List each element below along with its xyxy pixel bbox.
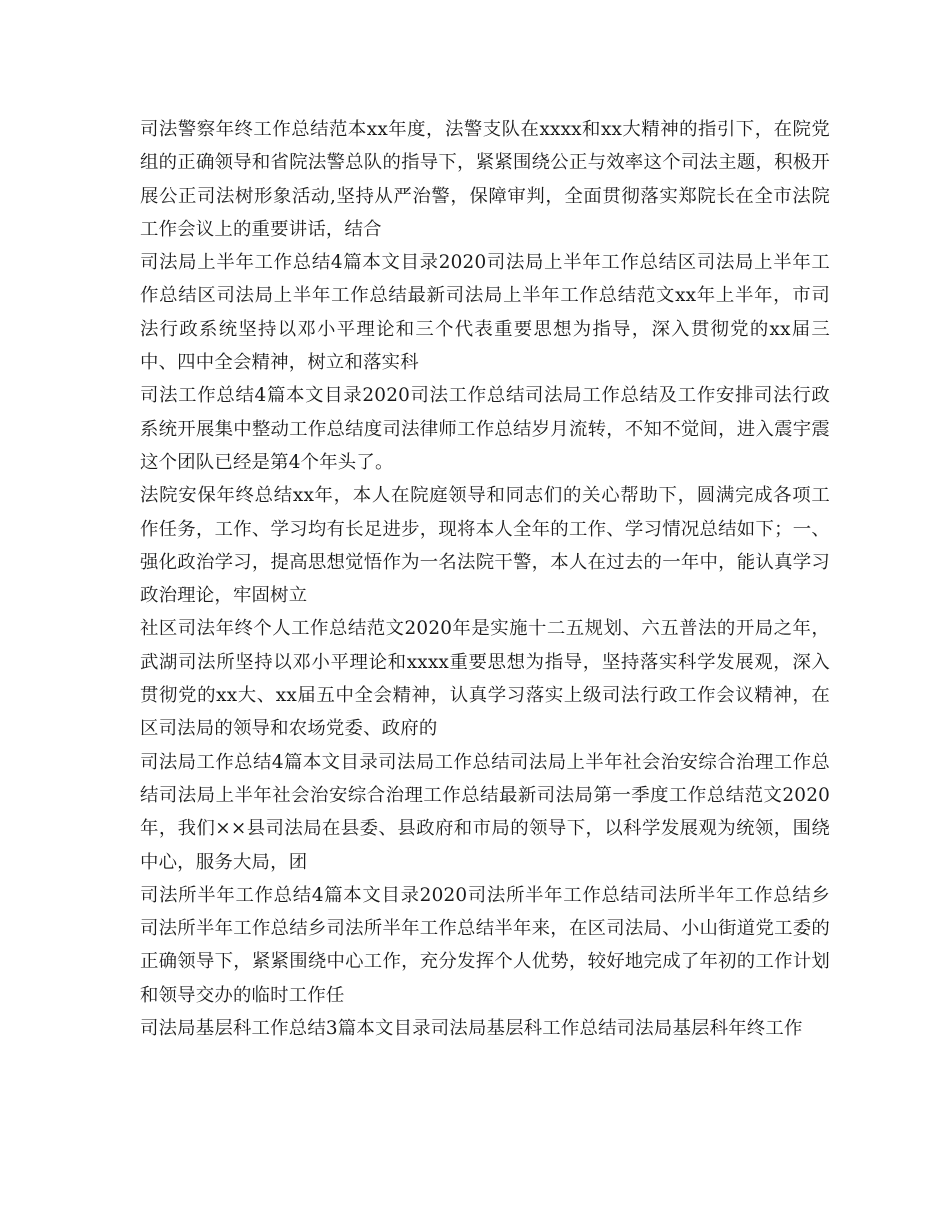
paragraph-justice-office-half-year: 司法所半年工作总结4篇本文目录2020司法所半年工作总结司法所半年工作总结乡司法所半年工作总结乡司法所半年工作总结半年来，在区司法局、小山街道党工委的正确领导下，紧紧围绕中心工作，充分发挥个人优势，较好地完成了年初的工作计划和领导交办的临时工作任 — [140, 884, 830, 1006]
paragraph-justice-bureau-summary: 司法局工作总结4篇本文目录司法局工作总结司法局上半年社会治安综合治理工作总结司法局上半年社会治安综合治理工作总结最新司法局第一季度工作总结范文2020年，我们××县司法局在县委、县政府和市局的领导下，以科学发展观为统领，围绕中心，服务大局，团 — [140, 751, 830, 873]
paragraph-judicial-work-summary: 司法工作总结4篇本文目录2020司法工作总结司法局工作总结及工作安排司法行政系统开展集中整动工作总结度司法律师工作总结岁月流转，不知不觉间，进入震宇震这个团队已经是第4个年头了。 — [140, 385, 830, 473]
paragraph-grassroots-section-summary: 司法局基层科工作总结3篇本文目录司法局基层科工作总结司法局基层科年终工作 — [140, 1018, 803, 1040]
paragraph-community-justice-summary: 社区司法年终个人工作总结范文2020年是实施十二五规划、六五普法的开局之年，武湖司法所坚持以邓小平理论和xxxx重要思想为指导，坚持落实科学发展观，深入贯彻党的xx大、xx届五中全会精神，认真学习落实上级司法行政工作会议精神，在区司法局的领导和农场党委、政府的 — [140, 618, 830, 740]
document-body — [140, 113, 830, 1045]
paragraph-court-security-summary: 法院安保年终总结xx年，本人在院庭领导和同志们的关心帮助下，圆满完成各项工作任务，工作、学习均有长足进步，现将本人全年的工作、学习情况总结如下；一、强化政治学习，提高思想觉悟作为一名法院干警，本人在过去的一年中，能认真学习政治理论，牢固树立 — [140, 485, 830, 607]
paragraph-justice-bureau-half-year: 司法局上半年工作总结4篇本文目录2020司法局上半年工作总结区司法局上半年工作总结区司法局上半年工作总结最新司法局上半年工作总结范文xx年上半年，市司法行政系统坚持以邓小平理论和三个代表重要思想为指导，深入贯彻党的xx届三中、四中全会精神，树立和落实科 — [140, 252, 830, 374]
paragraph-judicial-police-summary: 司法警察年终工作总结范本xx年度，法警支队在xxxx和xx大精神的指引下，在院党组的正确领导和省院法警总队的指导下，紧紧围绕公正与效率这个司法主题，积极开展公正司法树形象活动,坚持从严治警，保障审判，全面贯彻落实郑院长在全市法院工作会议上的重要讲话，结合 — [140, 119, 830, 240]
